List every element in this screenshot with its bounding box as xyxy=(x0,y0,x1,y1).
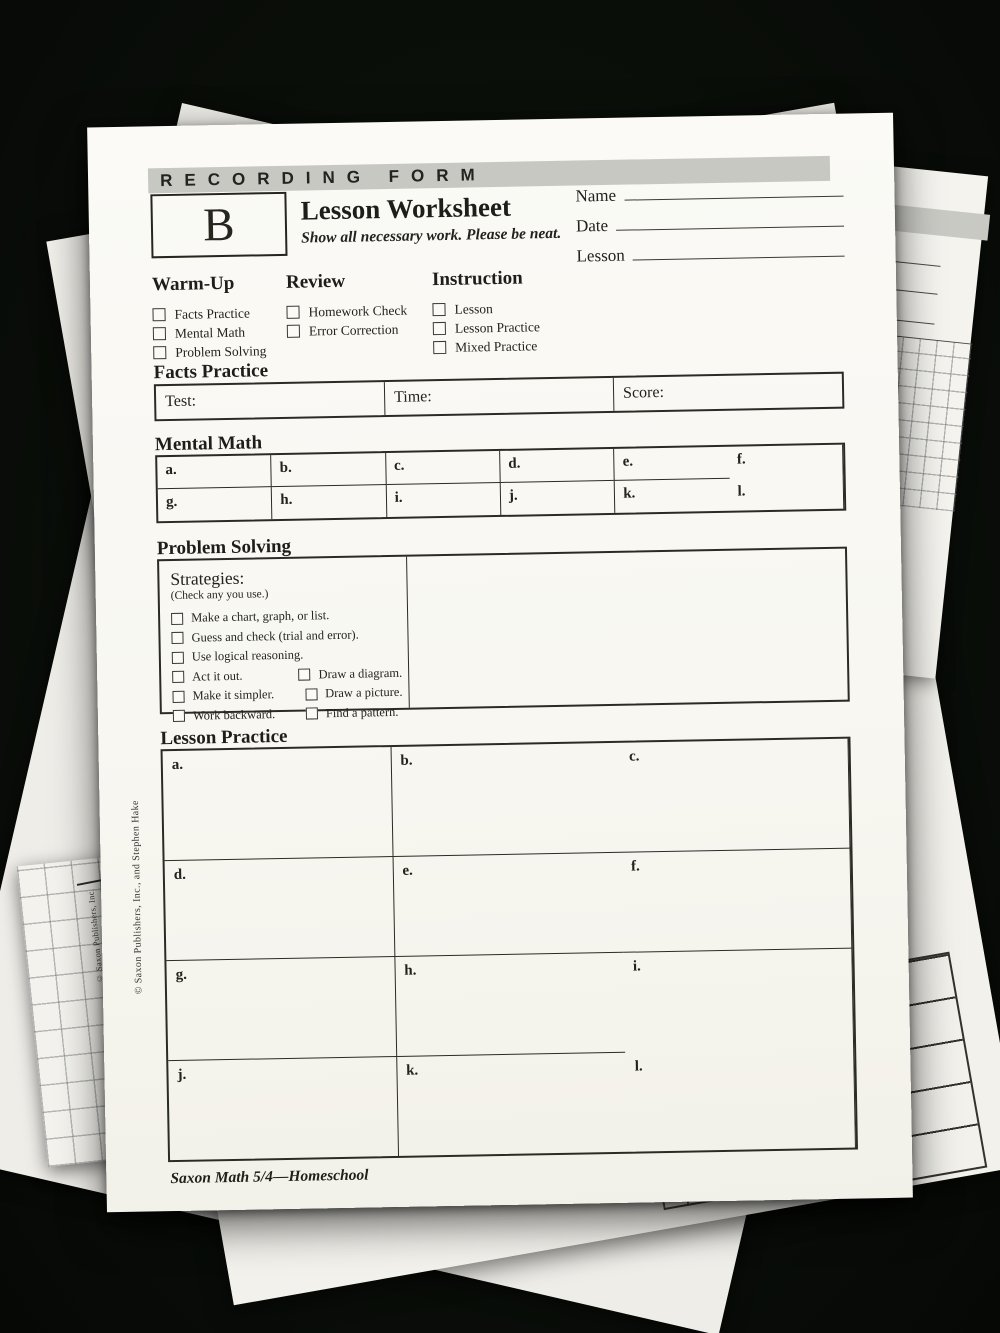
lesson-practice-cell: k. xyxy=(405,1062,419,1079)
mental-math-cell: j. xyxy=(501,481,616,515)
checkbox xyxy=(172,652,184,664)
strategies-label: Strategies: xyxy=(170,567,245,590)
strategy-item-row xyxy=(173,702,403,726)
strategy-item xyxy=(172,687,305,704)
checkbox-label: Facts Practice xyxy=(174,305,251,322)
checkbox xyxy=(433,322,446,335)
mental-math-table xyxy=(155,443,846,524)
mental-math-cell: b. xyxy=(271,453,386,487)
review-column xyxy=(286,270,408,341)
strategy-label: Work backward. xyxy=(192,706,276,723)
copyright-text: © Saxon Publishers, Inc., and Stephen Hake xyxy=(129,800,145,995)
mental-math-heading: Mental Math xyxy=(154,432,263,456)
checkbox xyxy=(152,308,165,321)
lesson-practice-cell: i. xyxy=(624,949,854,1053)
instruction-column xyxy=(432,267,541,357)
checkbox xyxy=(171,632,183,644)
checkbox-label: Homework Check xyxy=(308,302,408,319)
checkbox-item xyxy=(432,298,539,319)
strategy-label: Guess and check (trial and error). xyxy=(191,627,359,645)
strategy-label: Draw a picture. xyxy=(325,685,403,701)
lesson-practice-grid xyxy=(161,737,858,1163)
checkbox xyxy=(298,669,310,681)
page-title: Lesson Worksheet xyxy=(300,191,512,226)
form-letter-box: B xyxy=(150,192,287,258)
lesson-practice-cell: j. xyxy=(168,1057,398,1160)
blank-write-line xyxy=(616,210,844,231)
write-in-field xyxy=(576,210,845,245)
checkbox xyxy=(287,325,300,338)
write-in-field xyxy=(576,240,845,275)
lesson-practice-cell: c. xyxy=(620,739,851,853)
lesson-practice-cell: e. xyxy=(393,853,623,957)
blank-write-line xyxy=(624,180,844,201)
checkbox-label: Lesson xyxy=(454,300,493,317)
recording-form-bar: RECORDING FORM xyxy=(148,156,830,193)
copyright-fragment: © Saxon Publishers, Inc. xyxy=(85,888,106,985)
lesson-practice-cell: b. xyxy=(391,743,622,857)
mental-math-cell: f. xyxy=(729,445,844,479)
facts-practice-cell: Score: xyxy=(622,383,665,402)
checkbox-label: Mental Math xyxy=(174,324,246,341)
instruction-heading: Instruction xyxy=(431,267,523,291)
checkbox xyxy=(305,688,317,700)
lesson-practice-cell: h. xyxy=(395,953,625,1057)
strategy-label: Find a pattern. xyxy=(325,704,399,720)
footer-text: Saxon Math 5/4—Homeschool xyxy=(170,1166,369,1188)
checkbox xyxy=(173,710,185,722)
checkbox-item xyxy=(152,303,265,324)
name-date-lesson-fields xyxy=(575,180,845,275)
blank-write-line xyxy=(633,240,845,261)
facts-practice-cell: Time: xyxy=(385,378,615,415)
lesson-practice-cell: f. xyxy=(622,849,852,953)
strategies-note: (Check any you use.) xyxy=(170,588,269,603)
mental-math-cell: h. xyxy=(272,485,387,519)
recording-form-page xyxy=(87,113,913,1213)
checkbox xyxy=(432,303,445,316)
mental-math-cell: l. xyxy=(729,477,844,511)
lesson-practice-heading: Lesson Practice xyxy=(160,725,288,750)
checkbox xyxy=(286,306,299,319)
strategy-item xyxy=(298,666,402,683)
checkbox-label: Lesson Practice xyxy=(454,318,541,336)
checkbox-item xyxy=(433,317,540,338)
field-label: Lesson xyxy=(576,245,625,266)
problem-solving-work-area xyxy=(407,549,848,708)
review-heading: Review xyxy=(285,270,346,293)
strategies-panel xyxy=(159,557,410,723)
mental-math-cell: e. xyxy=(614,447,729,481)
checkbox xyxy=(306,708,318,720)
mental-math-cell: i. xyxy=(386,483,501,517)
problem-solving-heading: Problem Solving xyxy=(156,535,292,560)
lesson-practice-cell: d. xyxy=(165,857,395,961)
checkbox-item xyxy=(287,320,408,341)
field-label: Date xyxy=(575,215,609,236)
strategy-label: Make it simpler. xyxy=(192,687,275,703)
write-in-field xyxy=(575,180,844,215)
checkbox-item xyxy=(286,301,407,322)
strategy-label: Act it out. xyxy=(192,668,243,684)
checkbox-label: Mixed Practice xyxy=(455,337,538,355)
facts-practice-heading: Facts Practice xyxy=(153,360,269,384)
checkbox xyxy=(171,613,183,625)
problem-solving-box xyxy=(157,547,850,723)
mental-math-cell: a. xyxy=(157,455,272,489)
mental-math-cell: g. xyxy=(158,487,273,521)
checkbox xyxy=(153,346,166,359)
lesson-practice-cell: l. xyxy=(626,1049,856,1152)
strategy-item xyxy=(306,705,399,722)
page-subtitle: Show all necessary work. Please be neat. xyxy=(301,224,562,247)
facts-practice-cell: Test: xyxy=(156,382,386,419)
strategy-label: Use logical reasoning. xyxy=(191,647,304,664)
checkbox-item xyxy=(153,322,266,343)
checkbox xyxy=(433,341,446,354)
warm-up-column xyxy=(152,272,267,362)
strategy-label: Draw a diagram. xyxy=(318,665,403,682)
checkbox xyxy=(172,671,184,683)
strategy-label: Make a chart, graph, or list. xyxy=(191,608,330,625)
mental-math-cell: c. xyxy=(386,451,501,485)
checkbox xyxy=(172,691,184,703)
mental-math-cell: k. xyxy=(623,485,636,502)
checkbox-label: Error Correction xyxy=(308,321,399,338)
checkbox-item xyxy=(433,336,540,357)
strategy-item xyxy=(173,706,306,723)
field-label: Name xyxy=(575,185,617,206)
lesson-practice-cell: g. xyxy=(166,957,396,1061)
lesson-practice-cell: a. xyxy=(163,747,394,861)
checkbox-item xyxy=(153,341,266,362)
mental-math-cell: d. xyxy=(500,449,615,483)
strategy-item xyxy=(305,685,403,702)
gray-bar-fragment xyxy=(880,204,990,241)
checkbox-label: Problem Solving xyxy=(175,342,267,360)
checkbox xyxy=(153,327,166,340)
warm-up-heading: Warm-Up xyxy=(151,272,235,296)
strategy-item xyxy=(172,667,299,684)
